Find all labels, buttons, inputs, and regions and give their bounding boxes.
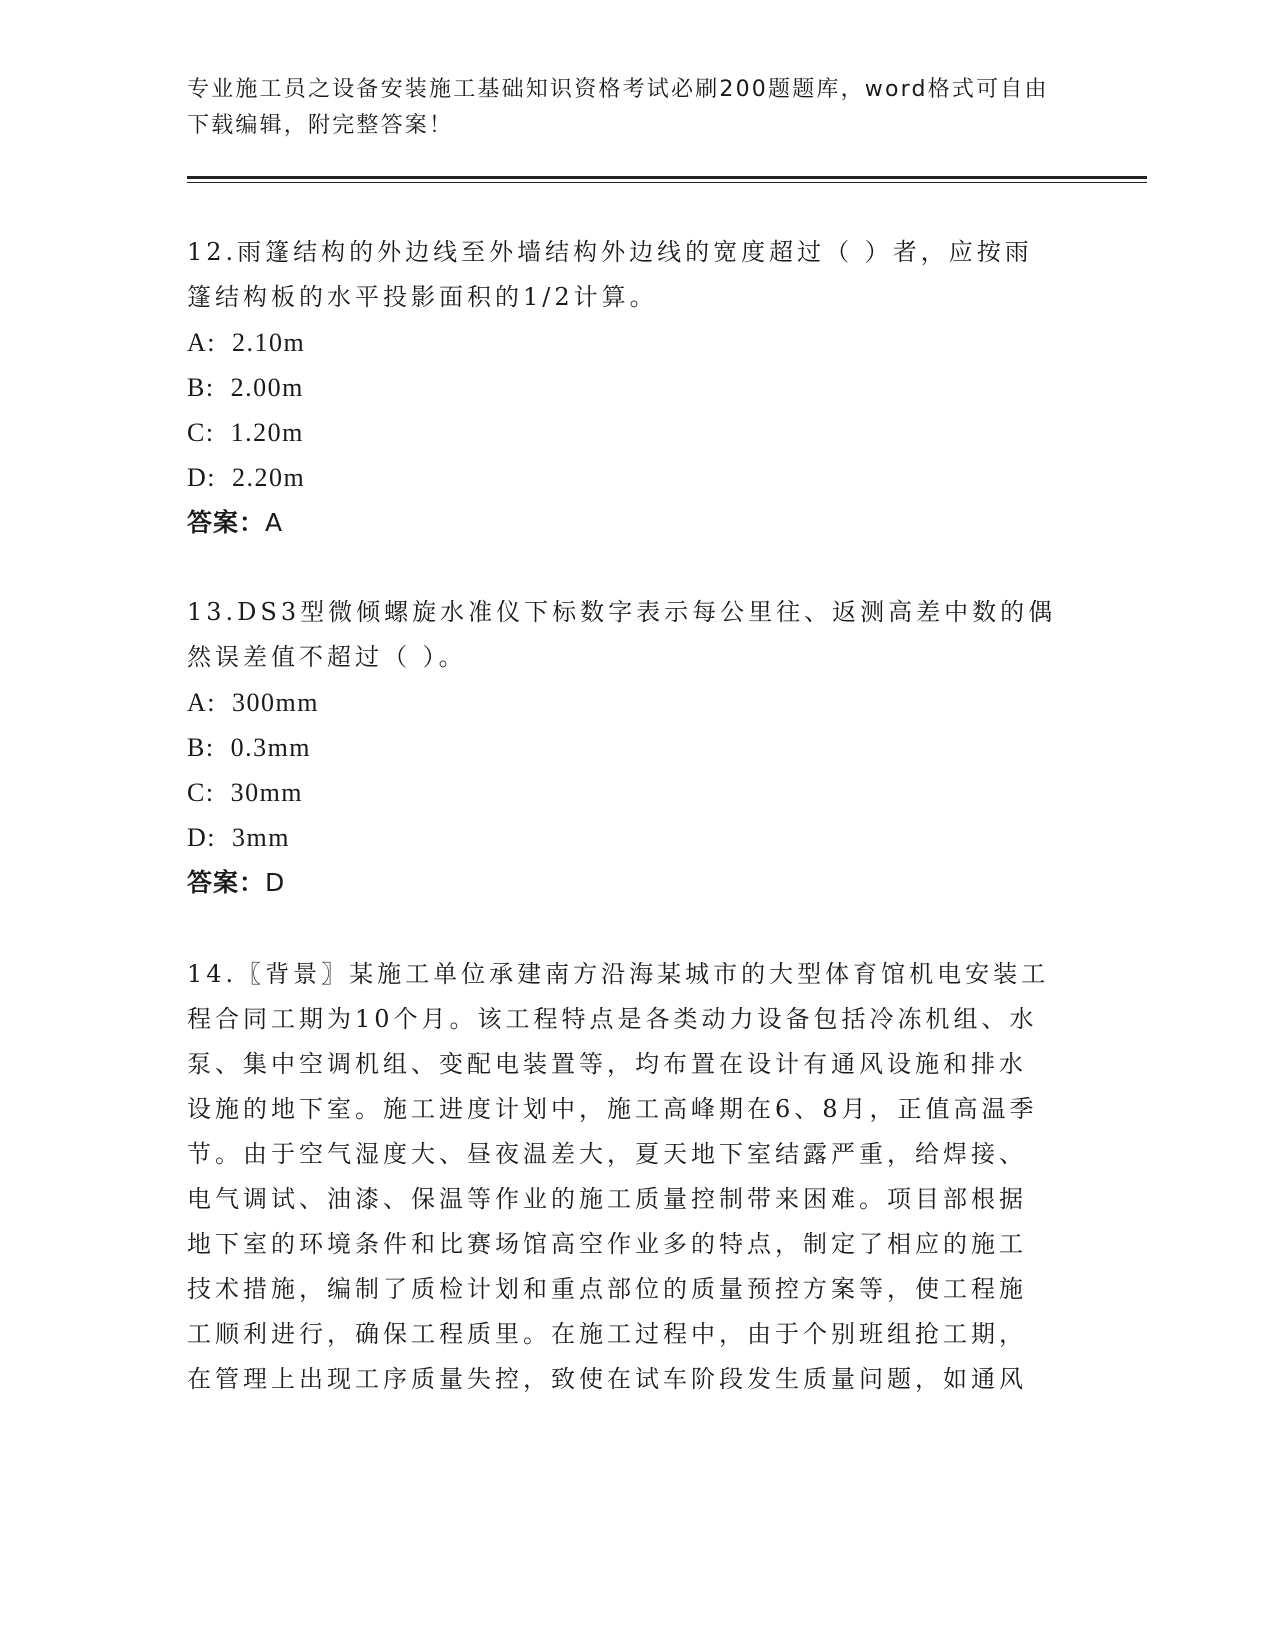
option-label: D:	[187, 463, 216, 492]
answer-value: A	[265, 508, 284, 537]
question-14	[187, 952, 1077, 1402]
option-b	[187, 365, 1077, 410]
question-13	[187, 590, 1077, 906]
question-text-line: 工顺利进行，确保工程质里。在施工过程中，由于个别班组抢工期，	[187, 1320, 1027, 1348]
option-a	[187, 680, 1077, 725]
option-value: 2.00m	[230, 373, 304, 402]
option-label: A:	[187, 688, 216, 717]
question-text-line: 在管理上出现工序质量失控，致使在试车阶段发生质量问题，如通风	[187, 1365, 1027, 1393]
answer-line	[187, 500, 1077, 546]
question-text-line: 电气调试、油漆、保温等作业的施工质量控制带来困难。项目部根据	[187, 1185, 1027, 1213]
answer-label: 答案：	[187, 508, 266, 537]
header-divider-thick	[187, 176, 1147, 179]
question-text-line: 技术措施，编制了质检计划和重点部位的质量预控方案等，使工程施	[187, 1275, 1027, 1303]
answer-value: D	[265, 868, 286, 897]
option-d	[187, 815, 1077, 860]
option-label: A:	[187, 328, 216, 357]
option-label: B:	[187, 373, 215, 402]
option-value: 30mm	[230, 778, 304, 807]
option-label: C:	[187, 778, 215, 807]
question-text-line: 地下室的环境条件和比赛场馆高空作业多的特点，制定了相应的施工	[187, 1230, 1027, 1258]
answer-label: 答案：	[187, 868, 266, 897]
option-value: 3mm	[232, 823, 290, 852]
option-c	[187, 770, 1077, 815]
option-c	[187, 410, 1077, 455]
option-label: C:	[187, 418, 215, 447]
question-stem-line: 篷结构板的水平投影面积的1/2计算。	[187, 283, 658, 311]
question-stem-line: 13.DS3型微倾螺旋水准仪下标数字表示每公里往、返测高差中数的偶	[187, 598, 1057, 626]
question-stem-line: 然误差值不超过（ ）。	[187, 643, 467, 671]
header-divider-thin	[187, 182, 1147, 183]
option-value: 2.10m	[232, 328, 306, 357]
question-stem-line: 12.雨篷结构的外边线至外墙结构外边线的宽度超过（ ）者，应按雨	[187, 238, 1033, 266]
question-text-line: 设施的地下室。施工进度计划中，施工高峰期在6、8月，正值高温季	[187, 1095, 1038, 1123]
option-d	[187, 455, 1077, 500]
option-label: B:	[187, 733, 215, 762]
question-text-line: 节。由于空气湿度大、昼夜温差大，夏天地下室结露严重，给焊接、	[187, 1140, 1027, 1168]
option-value: 1.20m	[230, 418, 304, 447]
option-value: 300mm	[232, 688, 319, 717]
document-header	[187, 72, 1067, 144]
header-line-1: 专业施工员之设备安装施工基础知识资格考试必刷200题题库，word格式可自由	[187, 77, 1049, 102]
option-value: 0.3mm	[230, 733, 312, 762]
option-value: 2.20m	[232, 463, 306, 492]
question-text-line: 程合同工期为10个月。该工程特点是各类动力设备包括冷冻机组、水	[187, 1005, 1038, 1033]
question-text-line: 泵、集中空调机组、变配电装置等，均布置在设计有通风设施和排水	[187, 1050, 1027, 1078]
question-12	[187, 230, 1077, 546]
header-line-2: 下载编辑，附完整答案！	[187, 113, 454, 138]
option-label: D:	[187, 823, 216, 852]
option-b	[187, 725, 1077, 770]
question-text-line: 14.〖背景〗某施工单位承建南方沿海某城市的大型体育馆机电安装工	[187, 960, 1050, 988]
option-a	[187, 320, 1077, 365]
answer-line	[187, 860, 1077, 906]
